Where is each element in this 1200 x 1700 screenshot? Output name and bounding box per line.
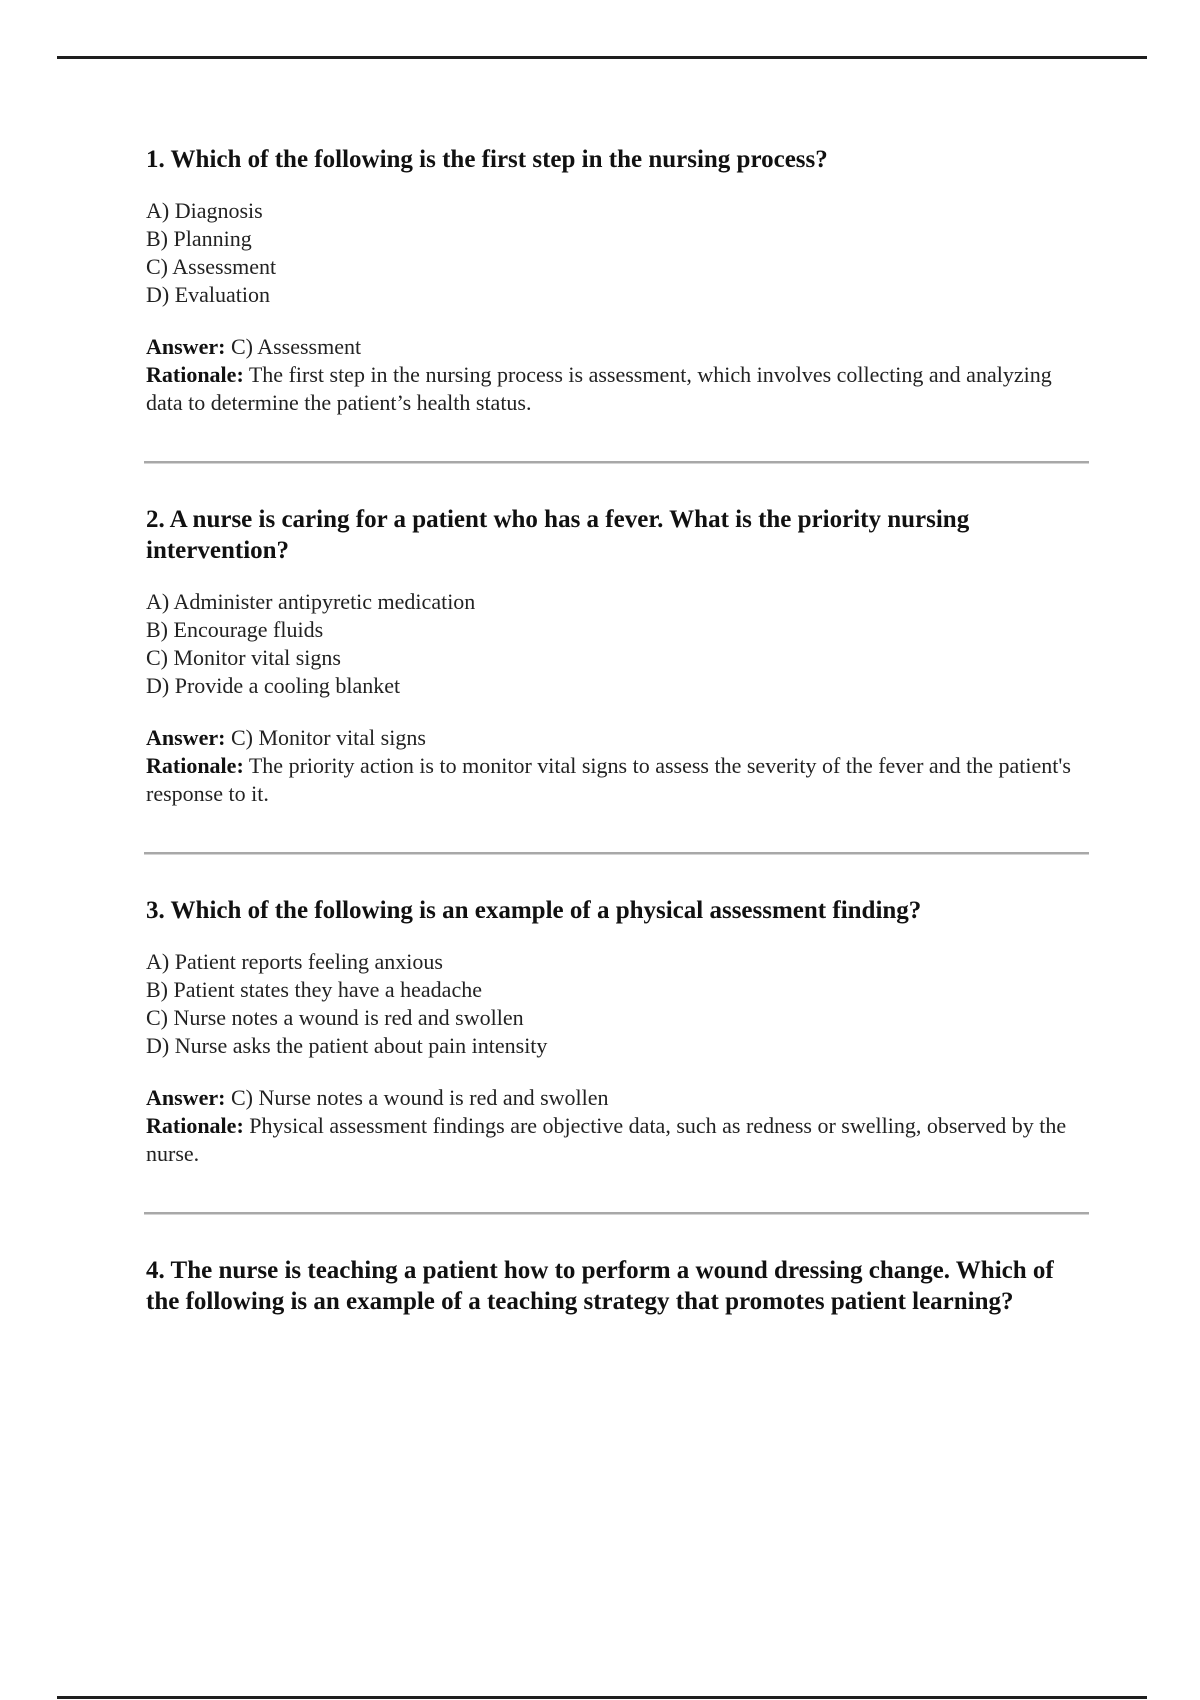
- question-text: 4. The nurse is teaching a patient how to perform a wound dressing change. Which of the following is an example of a teaching strategy that promotes patient learning?: [146, 1257, 1054, 1315]
- question-block-3: [146, 895, 1091, 1215]
- option-b: B) Planning: [146, 226, 252, 251]
- rationale-text: The first step in the nursing process is assessment, which involves collecting and analyzing data to determine the patient’s health status.: [146, 362, 1052, 415]
- rationale-label: Rationale:: [146, 1113, 244, 1138]
- page-content: [146, 144, 1091, 1317]
- answer-line: [146, 1084, 1091, 1112]
- option-c: C) Nurse notes a wound is red and swollen: [146, 1005, 524, 1030]
- options-list: [146, 948, 1091, 1060]
- option-d: D) Provide a cooling blanket: [146, 673, 401, 698]
- question-block-4: [146, 1255, 1091, 1317]
- answer-label: Answer:: [146, 1085, 226, 1110]
- answer-label: Answer:: [146, 725, 226, 750]
- question-text: 3. Which of the following is an example of a physical assessment finding?: [146, 897, 922, 924]
- rationale-line: [146, 361, 1091, 417]
- option-d: D) Nurse asks the patient about pain intensity: [146, 1033, 548, 1058]
- rationale-label: Rationale:: [146, 362, 244, 387]
- rationale-line: [146, 752, 1091, 808]
- option-a: A) Administer antipyretic medication: [146, 589, 476, 614]
- page-bottom-rule: [57, 1696, 1147, 1699]
- option-b: B) Patient states they have a headache: [146, 977, 482, 1002]
- options-list: [146, 588, 1091, 700]
- rationale-text: The priority action is to monitor vital signs to assess the severity of the fever and the patient's response to it.: [146, 753, 1071, 806]
- options-list: [146, 197, 1091, 309]
- question-text: 2. A nurse is caring for a patient who has a fever. What is the priority nursing intervention?: [146, 506, 970, 564]
- option-a: A) Diagnosis: [146, 198, 263, 223]
- answer-value: C) Nurse notes a wound is red and swollen: [225, 1085, 609, 1110]
- answer-value: C) Monitor vital signs: [225, 725, 426, 750]
- separator: [144, 852, 1089, 855]
- option-b: B) Encourage fluids: [146, 617, 324, 642]
- rationale-line: [146, 1112, 1091, 1168]
- option-c: C) Assessment: [146, 254, 277, 279]
- answer-value: C) Assessment: [225, 334, 362, 359]
- answer-block: [146, 333, 1091, 417]
- option-a: A) Patient reports feeling anxious: [146, 949, 443, 974]
- separator: [144, 461, 1089, 464]
- answer-line: [146, 333, 1091, 361]
- question-block-2: [146, 504, 1091, 855]
- answer-line: [146, 724, 1091, 752]
- answer-block: [146, 724, 1091, 808]
- rationale-text: Physical assessment findings are objective data, such as redness or swelling, observed by the nurse.: [146, 1113, 1067, 1166]
- page-top-rule: [57, 56, 1147, 59]
- option-d: D) Evaluation: [146, 282, 271, 307]
- option-c: C) Monitor vital signs: [146, 645, 341, 670]
- question-block-1: [146, 144, 1091, 464]
- separator: [144, 1212, 1089, 1215]
- answer-block: [146, 1084, 1091, 1168]
- question-text: 1. Which of the following is the first step in the nursing process?: [146, 146, 828, 173]
- rationale-label: Rationale:: [146, 753, 244, 778]
- answer-label: Answer:: [146, 334, 226, 359]
